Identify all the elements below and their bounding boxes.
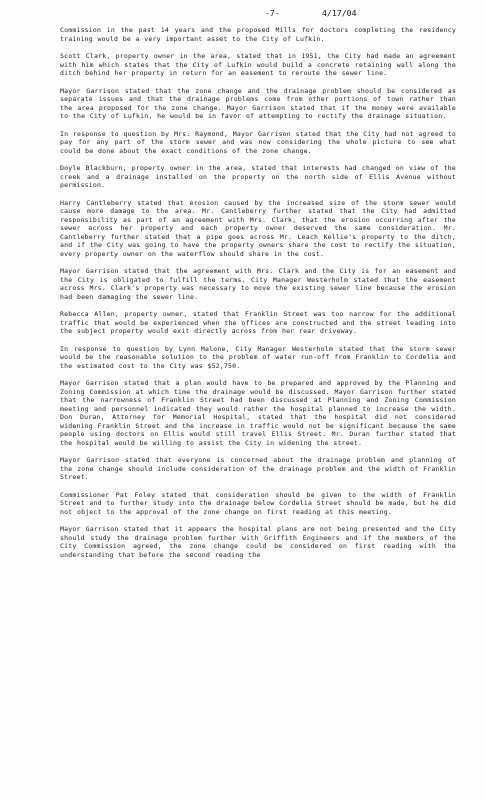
paragraph: In response to question by Mrs. Raymond, Mayor Garrison stated that the City had not agreed to pay for any part of the storm sewer and was now considering the whole picture to see what could be done about the exact conditions of the zone change. xyxy=(60,129,456,155)
paragraph: Commissioner Pat Foley stated that consideration should be given to the width of Franklin Street and to further study into the drainage below Cordelia Street should be made, but he did not object to the approval of the zone change on first reading at this meeting. xyxy=(60,490,456,516)
paragraph: Mayor Garrison stated that it appears the hospital plans are not being presented and the City should study the drainage problem further with Griffith Engineers and if the members of the City Commission agreed, the zone change could be considered on first reading with the understanding that before the second reading the xyxy=(60,525,456,559)
paragraph: Rebecca Allen, property owner, stated that Franklin Street was too narrow for the additional traffic that would be experienced when the offices are constructed and the street leading into the subject property would exit directly across from her rear driveway. xyxy=(60,310,456,335)
page-date: 4/17/04 xyxy=(322,8,357,18)
paragraph: Commission in the past 14 years and the proposed Mills for doctors completing the residency training would be a very important asset to the City of Lufkin. xyxy=(60,26,456,43)
paragraph: In response to question by Lynn Malone, City Manager Westerholm stated that the storm sewer would be the reasonable solution to the problem of water run-off from Franklin to Cordelia and the estimated cost to the City was $52,750. xyxy=(60,344,456,370)
paragraph: Harry Cantleberry stated that erosion caused by the increased size of the storm sewer would cause more damage to the area. Mr. Cantleberry further stated that the City had admitted responsibility as part of an agreement with Mrs. Clark, that the erosion occurring after the sewer across her property and each property owner deserved the same consideration. Mr. Cantleberry further stated that a pipe goes across Mr. Leach Kellie's property to the ditch, and if the City was going to have the property owners share the cost to rectify the situation, every property owner on the waterflow should share in the cost. xyxy=(60,198,456,258)
page-number: -7- xyxy=(265,8,280,18)
paragraph: Mayor Garrison stated that the zone change and the drainage problem should be considered as separate issues and that the drainage problems come from other portions of town rather than the area proposed for the zone change. Mayor Garrison stated that if the money were available to the City of Lufkin, he would be in favor of attempting to rectify the drainage situation. xyxy=(60,86,456,120)
paragraph: Doyle Blackburn, property owner in the area, stated that interests had changed on view of the creek and a drainage installed on the property on the north side of Ellis Avenue without permission. xyxy=(60,164,456,189)
document-body xyxy=(60,26,456,559)
paragraph: Scott Clark, property owner in the area, stated that in 1951, the City had made an agreement with him which states that the City of Lufkin would build a concrete retaining wall along the ditch behind her property in return for an easement to reroute the sewer line. xyxy=(60,52,456,77)
paragraph: Mayor Garrison stated that everyone is concerned about the drainage problem and planning of the zone change should include consideration of the drainage problem and the width of Franklin Street. xyxy=(60,456,456,481)
page-header xyxy=(60,6,456,20)
paragraph: Mayor Garrison stated that the agreement with Mrs. Clark and the City is for an easement and the City is obligated to fulfill the terms. City Manager Westerholm stated that the easement across Mrs. Clark's property was necessary to move the existing sewer line because the erosion had been damaging the sewer line. xyxy=(60,267,456,301)
paragraph: Mayor Garrison stated that a plan would have to be prepared and approved by the Planning and Zoning Commission at which time the drainage would be discussed. Mayor Garrison further stated that the narrowness of Franklin Street had been discussed at Planning and Zoning Commission meeting and personnel indicated they would rather the hospital planned to increase the width. Don Duran, Attorney for Memorial Hospital, stated that the hospital did not considered widening Franklin Street and the increase in traffic would not be significant because the same people using doctors on Ellis would still travel Ellis Street. Mr. Duran further stated that the hospital would be willing to assist the City in widening the street. xyxy=(60,379,456,447)
